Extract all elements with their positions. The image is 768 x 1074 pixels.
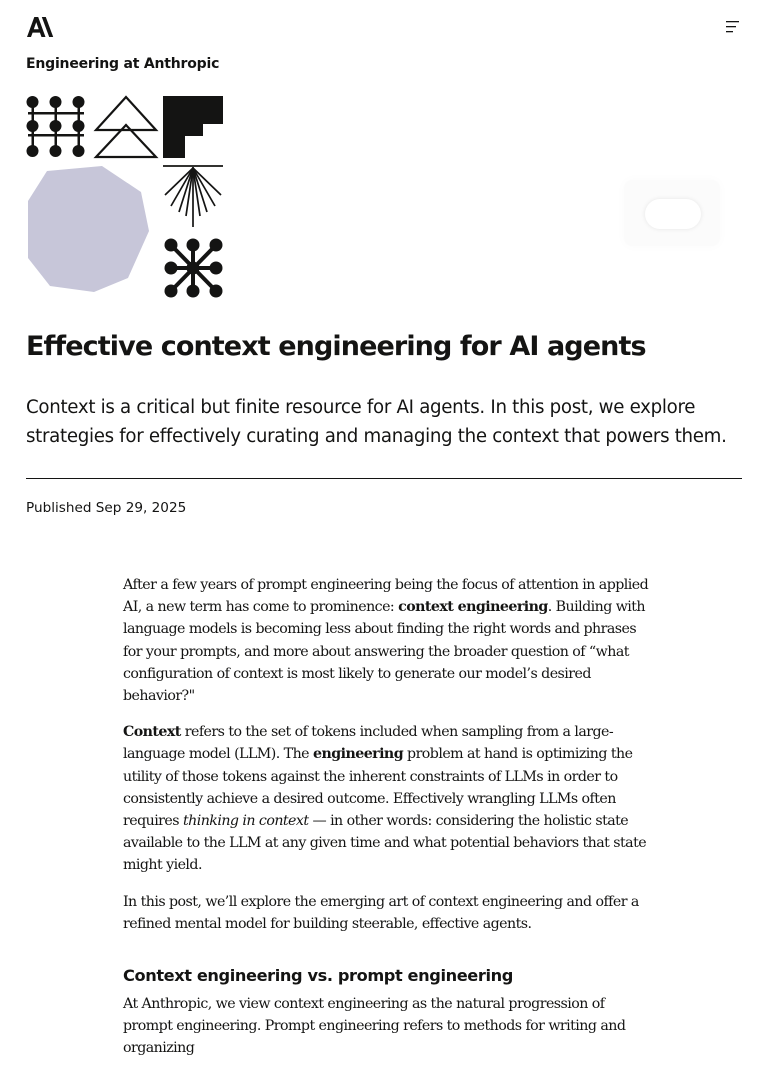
anthropic-logo-icon[interactable] — [26, 16, 54, 38]
section-heading: Context engineering vs. prompt engineering — [123, 966, 513, 986]
published-date: Published Sep 29, 2025 — [26, 500, 187, 516]
floating-pill-button[interactable] — [645, 199, 701, 229]
engineering-blog-link[interactable]: Engineering at Anthropic — [26, 56, 220, 72]
bold-text: Context — [123, 724, 181, 741]
dotted-lines-glyph — [27, 96, 85, 157]
text-run: refers to the set of tokens included when sampling from a large-language model (LLM). The — [123, 724, 614, 763]
article-paragraph: At Anthropic, we view context engineering as the natural progression of prompt engineering. Prompt engineering refers to methods for writing and organizing — [123, 996, 626, 1057]
article-body — [123, 574, 653, 1074]
hero-illustration — [26, 95, 226, 301]
stepped-block-glyph — [163, 96, 223, 158]
section-divider — [26, 478, 742, 479]
text-run: problem at hand is optimizing the utility of those tokens against the inherent constraints of LLMs in order to consistently achieve a desired outcome. Effectively wrangling LLMs often requires — [123, 746, 633, 830]
node-network-glyph — [165, 239, 223, 298]
hamburger-menu-icon[interactable] — [722, 18, 742, 36]
lavender-polygon — [28, 166, 149, 292]
stacked-triangles-glyph — [96, 97, 156, 157]
article-paragraph — [123, 574, 653, 707]
article-paragraph: In this post, we’ll explore the emerging art of context engineering and offer a refined mental model for building steerable, effective agents. — [123, 893, 639, 932]
bold-text: context engineering — [398, 599, 548, 616]
text-run: After a few years of prompt engineering being the focus of attention in applied AI, a new term has come to prominence: — [123, 577, 649, 616]
bold-text: engineering — [313, 746, 404, 763]
article-paragraph — [123, 721, 653, 876]
italic-text: thinking in context — [182, 813, 309, 830]
top-navigation-bar — [0, 0, 768, 56]
page-title: Effective context engineering for AI agents — [26, 331, 646, 362]
floating-overlay-card — [624, 180, 720, 246]
text-run: . Building with language models is becoming less about finding the right words and phrases for your prompts, and more about answering the broader question of “what configuration of context is most likely to generate our model’s desired behavior?" — [123, 599, 646, 705]
text-run: — in other words: considering the holistic state available to the LLM at any given time and what potential behaviors that state might yield. — [123, 813, 647, 874]
page-subtitle: Context is a critical but finite resource for AI agents. In this post, we explore strategies for effectively curating and managing the context that powers them. — [26, 397, 727, 447]
radiating-lines-glyph — [163, 166, 223, 227]
